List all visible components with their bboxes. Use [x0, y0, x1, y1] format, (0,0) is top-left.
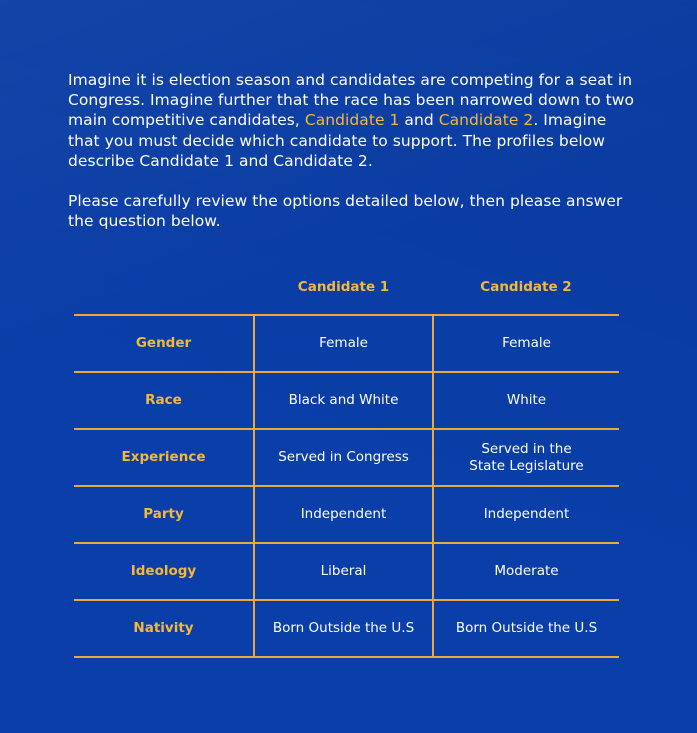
- attribute-label: Party: [74, 486, 254, 543]
- candidate-2-value: Born Outside the U.S: [433, 600, 619, 657]
- candidate-1-value: Independent: [254, 486, 433, 543]
- attribute-label: Ideology: [74, 543, 254, 600]
- table-row: [74, 372, 619, 429]
- candidate-2-value: Moderate: [433, 543, 619, 600]
- candidate-2-value: [433, 429, 619, 486]
- header-candidate-2: Candidate 2: [480, 279, 572, 295]
- intro-paragraph-1: [68, 70, 638, 171]
- table-row: [74, 486, 619, 543]
- candidate-2-value: White: [433, 372, 619, 429]
- table-row: [74, 315, 619, 372]
- intro-text-a: Imagine it is election season and candidates are competing for a seat in Congress. Imagine further that the race has been narrowed down to two main competitive candidates,: [68, 71, 634, 130]
- table-header-row: [74, 268, 619, 315]
- candidate-1-value: Black and White: [254, 372, 433, 429]
- candidate-2-highlight: Candidate 2: [438, 111, 534, 130]
- candidate-1-highlight: Candidate 1: [304, 111, 400, 130]
- candidate-1-value: Female: [254, 315, 433, 372]
- intro-text: [68, 70, 638, 231]
- intro-text-and: and: [399, 111, 439, 130]
- intro-paragraph-2: Please carefully review the options detailed below, then please answer the question below.: [68, 192, 623, 231]
- candidate-2-value: Female: [433, 315, 619, 372]
- candidate-1-value: Born Outside the U.S: [254, 600, 433, 657]
- candidate-2-value-text: Served in the State Legislature: [469, 440, 584, 474]
- attribute-label: Race: [74, 372, 254, 429]
- table-row: [74, 429, 619, 486]
- candidate-2-value: Independent: [433, 486, 619, 543]
- intro-text-b: . Imagine that you must decide which candidate to support. The profiles below describe Candidate 1 and Candidate 2.: [68, 111, 607, 170]
- table-row: [74, 600, 619, 657]
- table-row: [74, 543, 619, 600]
- comparison-table: [74, 268, 619, 658]
- attribute-label: Nativity: [74, 600, 254, 657]
- attribute-label: Experience: [74, 429, 254, 486]
- candidate-profile-table: [74, 268, 619, 658]
- candidate-1-value: Liberal: [254, 543, 433, 600]
- candidate-1-value: Served in Congress: [254, 429, 433, 486]
- attribute-label: Gender: [74, 315, 254, 372]
- header-attribute: [74, 268, 254, 315]
- header-candidate-1: Candidate 1: [297, 279, 390, 295]
